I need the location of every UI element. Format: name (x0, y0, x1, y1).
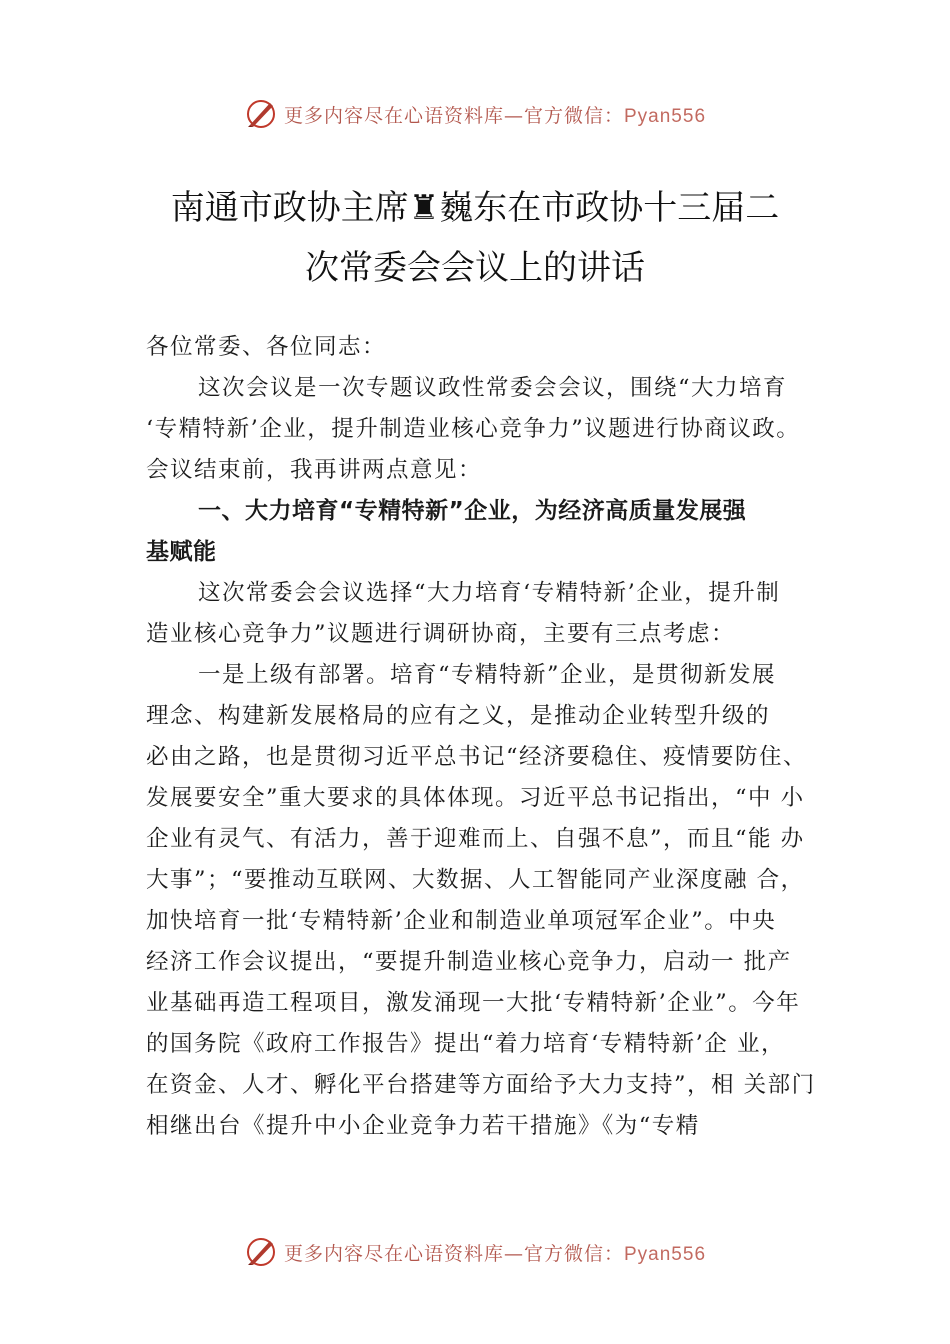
watermark-text: 更多内容尽在心语资料库—官方微信：Pyan556 (283, 1242, 707, 1265)
title-line-1: 南通市政协主席♜巍东在市政协十三届二 (170, 188, 780, 228)
document-body (146, 327, 836, 1147)
body-line: 一是上级有部署。培育“专精特新”企业，是贯彻新发展 (198, 662, 777, 688)
body-line: 发展要安全”重大要求的具体体现。习近平总书记指出，“中 小 (146, 785, 805, 811)
watermark-header (0, 94, 950, 134)
watermark-footer (0, 1232, 950, 1272)
watermark-text: 更多内容尽在心语资料库—官方微信：Pyan556 (283, 104, 707, 127)
body-line: 业基础再造工程项目，激发涌现一大批‘专精特新’企业”。今年 (146, 990, 801, 1016)
section-heading: 一、大力培育“专精特新”企业，为经济高质量发展强 (198, 498, 747, 524)
body-line: 加快培育一批‘专精特新’企业和制造业单项冠军企业”。中央 (146, 908, 777, 934)
body-line: 会议结束前，我再讲两点意见： (146, 457, 483, 483)
wechat-id: Pyan556 (624, 105, 707, 127)
body-line: 经济工作会议提出，“要提升制造业核心竞争力，启动一 批产 (146, 949, 792, 975)
body-line: 的国务院《政府工作报告》提出“着力培育‘专精特新’企 业， (146, 1031, 785, 1057)
pen-logo-icon (244, 1235, 278, 1269)
body-line: 在资金、人才、孵化平台搭建等方面给予大力支持”，相 关部门 (146, 1072, 816, 1098)
document-title (60, 178, 890, 298)
body-line: ‘专精特新’企业，提升制造业核心竞争力”议题进行协商议政。 (146, 416, 801, 442)
body-line: 大事”；“要推动互联网、大数据、人工智能同产业深度融 合， (146, 867, 805, 893)
body-line: 这次会议是一次专题议政性常委会会议，围绕“大力培育 (198, 375, 788, 401)
wechat-id: Pyan556 (624, 1243, 707, 1265)
body-line: 理念、构建新发展格局的应有之义，是推动企业转型升级的 (146, 703, 771, 729)
salutation: 各位常委、各位同志： (146, 334, 387, 360)
body-line: 相继出台《提升中小企业竞争力若干措施》《为“专精 (146, 1113, 700, 1139)
body-line: 必由之路，也是贯彻习近平总书记“经济要稳住、疫情要防住、 (146, 744, 808, 770)
pen-logo-icon (244, 97, 278, 131)
section-heading: 基赋能 (146, 539, 217, 565)
body-line: 造业核心竞争力”议题进行调研协商，主要有三点考虑： (146, 621, 736, 647)
body-line: 这次常委会会议选择“大力培育‘专精特新’企业，提升制 (198, 580, 781, 606)
title-line-2: 次常委会会议上的讲话 (305, 248, 645, 288)
body-line: 企业有灵气、有活力，善于迎难而上、自强不息”，而且“能 办 (146, 826, 805, 852)
